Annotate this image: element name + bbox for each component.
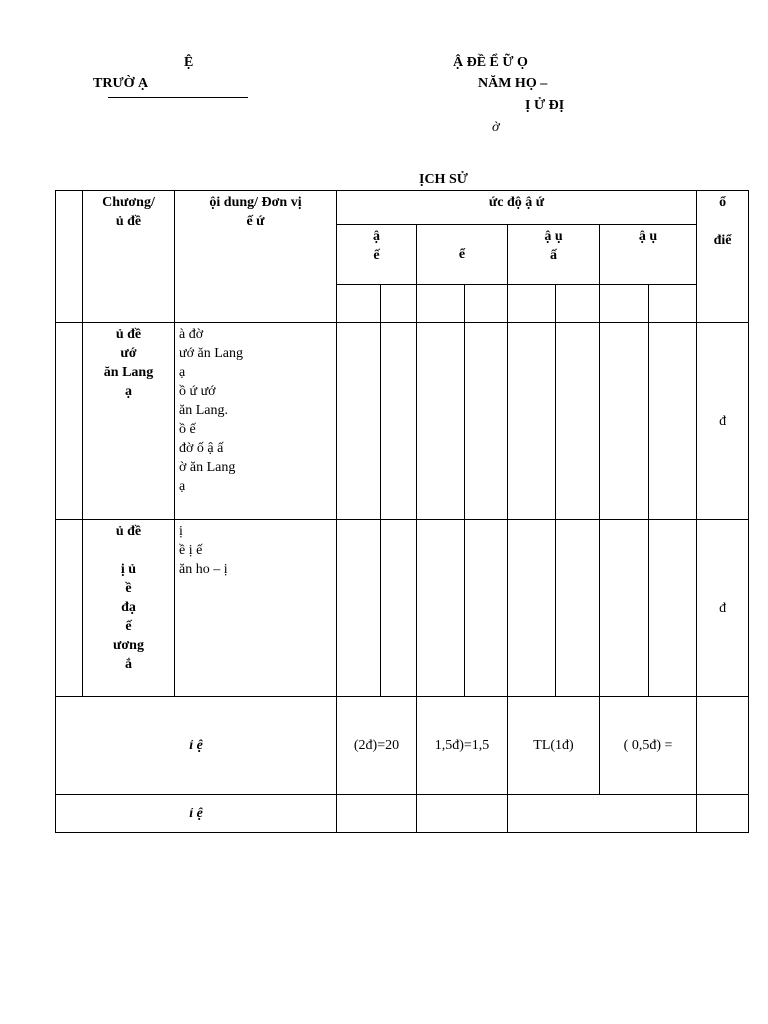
data-cell: [649, 323, 697, 520]
sub-col-cell: [417, 285, 465, 323]
diem-cell: đ: [697, 323, 749, 520]
table-row: [56, 323, 749, 520]
chuong-cell: ủ đề ị ủ ề đạ ế ương ắ: [83, 520, 175, 697]
noidung-cell: à đờ ướ ăn Lang ạ ồ ứ ướ ăn Lang. ồ ế đờ ố ậ ấ ờ ăn Lang ạ: [175, 323, 337, 520]
ti-le-value-2: 1,5đ)=1,5: [417, 697, 508, 795]
data-cell: [649, 520, 697, 697]
data-cell: [508, 323, 556, 520]
level-header-1: ậ ế: [337, 225, 417, 285]
section-title: ỊCH SỬ: [419, 172, 468, 187]
ti-le-row: [56, 697, 749, 795]
diem-cell: đ: [697, 520, 749, 697]
level-header-3: ậ ụ ấ: [508, 225, 600, 285]
stt-cell: [56, 520, 83, 697]
data-cell: [417, 520, 465, 697]
ti-le-chung-label: ỉ ệ: [56, 795, 337, 833]
data-cell: [337, 520, 381, 697]
level-header-4: ậ ụ: [600, 225, 697, 285]
ti-le-chung-cell: [337, 795, 417, 833]
ti-le-value-1: (2đ)=20: [337, 697, 417, 795]
level-header-2: ể: [417, 225, 508, 285]
chuong-header: Chương/ ủ đề: [83, 191, 175, 323]
school-name: TRƯỜ Ạ: [93, 76, 149, 91]
data-cell: [600, 520, 649, 697]
ti-le-value-4: ( 0,5đ) =: [600, 697, 697, 795]
noidung-header: ội dung/ Đơn vị ế ứ: [175, 191, 337, 323]
ministry-name: Ệ: [184, 55, 194, 70]
data-cell: [508, 520, 556, 697]
data-cell: [556, 323, 600, 520]
exam-duration: ờ: [492, 120, 500, 135]
sub-col-cell: [556, 285, 600, 323]
data-cell: [417, 323, 465, 520]
stt-cell: [56, 323, 83, 520]
stt-header-cell: [56, 191, 83, 323]
mucdo-header: ức độ ậ ứ: [337, 191, 697, 225]
ti-le-chung-total: [697, 795, 749, 833]
ti-le-chung-cell: [508, 795, 697, 833]
sub-col-cell: [381, 285, 417, 323]
data-cell: [337, 323, 381, 520]
sub-col-cell: [649, 285, 697, 323]
data-cell: [556, 520, 600, 697]
data-cell: [600, 323, 649, 520]
data-cell: [381, 520, 417, 697]
ti-le-total: [697, 697, 749, 795]
chuong-cell: ủ đề ướ ăn Lang ạ: [83, 323, 175, 520]
school-year: NĂM HỌ –: [478, 76, 548, 91]
noidung-cell: ị ề ị ế ăn ho – ị: [175, 520, 337, 697]
sub-col-cell: [465, 285, 508, 323]
data-cell: [381, 323, 417, 520]
tong-diem-header: ổ điể: [697, 191, 749, 323]
exam-title: Ậ ĐỀ Ể Ữ Ọ: [453, 55, 528, 70]
sub-col-cell: [337, 285, 381, 323]
exam-matrix-table: [55, 190, 749, 833]
data-cell: [465, 323, 508, 520]
table-row: [56, 520, 749, 697]
sub-col-cell: [600, 285, 649, 323]
ti-le-label: ỉ ệ: [56, 697, 337, 795]
ti-le-chung-row: [56, 795, 749, 833]
ti-le-value-3: TL(1đ): [508, 697, 600, 795]
sub-col-cell: [508, 285, 556, 323]
ti-le-chung-cell: [417, 795, 508, 833]
data-cell: [465, 520, 508, 697]
school-underline: [108, 97, 248, 98]
subject-line: Ị Ử ĐỊ: [525, 98, 565, 113]
